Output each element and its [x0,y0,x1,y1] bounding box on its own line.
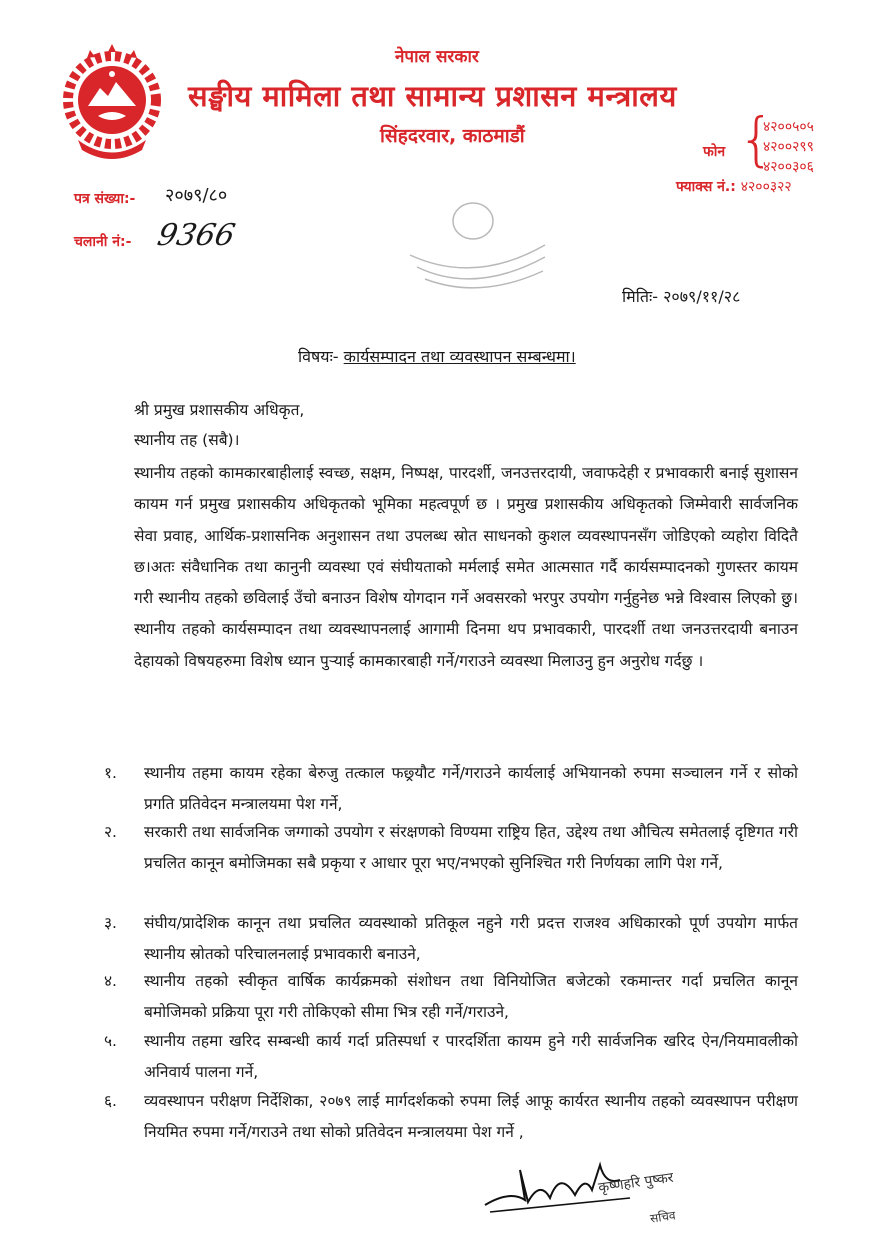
list-item-number: ४. [104,972,117,990]
ministry-address: सिंहदरवार, काठमाडौं [380,125,525,147]
list-item [104,758,798,820]
list-item-text: स्थानीय तहमा खरिद सम्बन्धी कार्य गर्दा प्रतिस्पर्धा र पारदर्शिता कायम हुने गरी सार्वजनिक खरिद ऐन/नियमावलीको अनिवार्य पालना गर्ने, [144,1032,798,1081]
list-item-text: व्यवस्थापन परीक्षण निर्देशिका, २०७९ लाई मार्गदर्शकको रुपमा लिई आफू कार्यरत स्थानीय तहको व्यवस्थापन परीक्षण नियमित रुपमा गर्ने/गराउने तथा सोको प्रतिवेदन मन्त्रालयमा पेश गर्ने , [144,1092,798,1141]
government-name: नेपाल सरकार [395,47,479,67]
signatory-title: सचिव [649,1208,677,1226]
letter-number-value: २०७९/८० [165,185,228,206]
subject-line [298,345,576,367]
list-item [104,1026,798,1088]
signatory-name: कृष्णहरि पुष्कर [597,1169,675,1197]
ministry-name: सङ्घीय मामिला तथा सामान्य प्रशासन मन्त्रालय [188,79,677,113]
letter-number-label: पत्र संख्या:- [74,191,136,207]
subject-text: कार्यसम्पादन तथा व्यवस्थापन सम्बन्धमा। [343,347,576,366]
body-paragraph: स्थानीय तहको कामकारबाहीलाई स्वच्छ, सक्षम, निष्पक्ष, पारदर्शी, जनउत्तरदायी, जवाफदेही र प्रभावकारी बनाई सुशासन कायम गर्न प्रमुख प्रशासकीय अधिकृतको भूमिका महत्वपूर्ण छ । प्रमुख प्रशासकीय अधिकृतको जिम्मेवारी सार्वजनिक सेवा प्रवाह, आर्थिक-प्रशासनिक अनुशासन तथा उपलब्ध स्रोत साधनको कुशल व्यवस्थापनसँग जोडिएको व्यहोरा विदितै छ।अतः संवैधानिक तथा कानुनी व्यवस्था एवं संघीयताको मर्मलाई समेत आत्मसात गर्दै कार्यसम्पादनको गुणस्तर कायम गरी स्थानीय तहको छविलाई उँचो बनाउन विशेष योगदान गर्ने अवसरको भरपुर उपयोग गर्नुहुनेछ भन्ने विश्वास लिएको छु।स्थानीय तहको कार्यसम्पादन तथा व्यवस्थापनलाई आगामी दिनमा थप प्रभावकारी, पारदर्शी तथा जनउत्तरदायी बनाउन देहायको विषयहरुमा विशेष ध्यान पुऱ्याई कामकारबाही गर्ने/गराउने व्यवस्था मिलाउनु हुन अनुरोध गर्दछु । [134,464,798,670]
list-item [104,1086,798,1148]
list-item-number: ६. [104,1092,117,1110]
addressee-line: श्री प्रमुख प्रशासकीय अधिकृत, [134,401,305,419]
list-item-number: २. [104,823,117,841]
fax-line [676,177,792,196]
phone-brace: { [738,105,775,173]
list-item-number: ५. [104,1032,117,1050]
list-item-text: सरकारी तथा सार्वजनिक जग्गाको उपयोग र संरक्षणको विण्यमा राष्ट्रिय हित, उद्देश्य तथा औचित्य समेतलाई दृष्टिगत गरी प्रचलित कानून बमोजिमका सबै प्रकृया र आधार पूरा भए/नभएको सुनिश्चित गरी निर्णयका लागि पेश गर्ने, [144,823,798,872]
fax-label: फ्याक्स नं.: [676,179,736,195]
addressee-line: स्थानीय तह (सबै)। [134,431,240,449]
phone-number: ४२००३०६ [763,159,814,175]
phone-label: फोन [703,144,726,160]
list-item-number: १. [104,764,117,782]
list-item [104,817,798,879]
list-item [104,908,798,970]
list-item-text: स्थानीय तहमा कायम रहेका बेरुजु तत्काल फछ्र्यौट गर्ने/गराउने कार्यलाई अभियानको रुपमा सञ्चालन गर्ने र सोको प्रगति प्रतिवेदन मन्त्रालयमा पेश गर्ने, [144,764,798,813]
list-item [104,966,798,1028]
list-item-text: संघीय/प्रादेशिक कानून तथा प्रचलित व्यवस्थाको प्रतिकूल नहुने गरी प्रदत्त राजश्व अधिकारको पूर्ण उपयोग मार्फत स्थानीय स्रोतको परिचालनलाई प्रभावकारी बनाउने, [144,914,798,963]
phone-number: ४२००५०५ [763,119,814,135]
fax-number: ४२००३२२ [740,179,792,195]
subject-label: विषयः- [298,347,339,366]
list-item-number: ३. [104,914,117,932]
nepal-emblem-icon [50,40,175,165]
dispatch-number-value: 9366 [154,218,239,253]
list-item-text: स्थानीय तहको स्वीकृत वार्षिक कार्यक्रमको संशोधन तथा विनियोजित बजेटको रकमान्तर गर्दा प्रचलित कानून बमोजिमको प्रक्रिया पूरा गरी तोकिएको सीमा भित्र रही गर्ने/गराउने, [144,972,798,1021]
letter-date: मितिः- २०७९/११/२८ [622,287,741,306]
office-stamp-icon [405,195,555,295]
phone-number: ४२००२९९ [763,139,814,155]
dispatch-number-label: चलानी नं:- [74,234,132,250]
